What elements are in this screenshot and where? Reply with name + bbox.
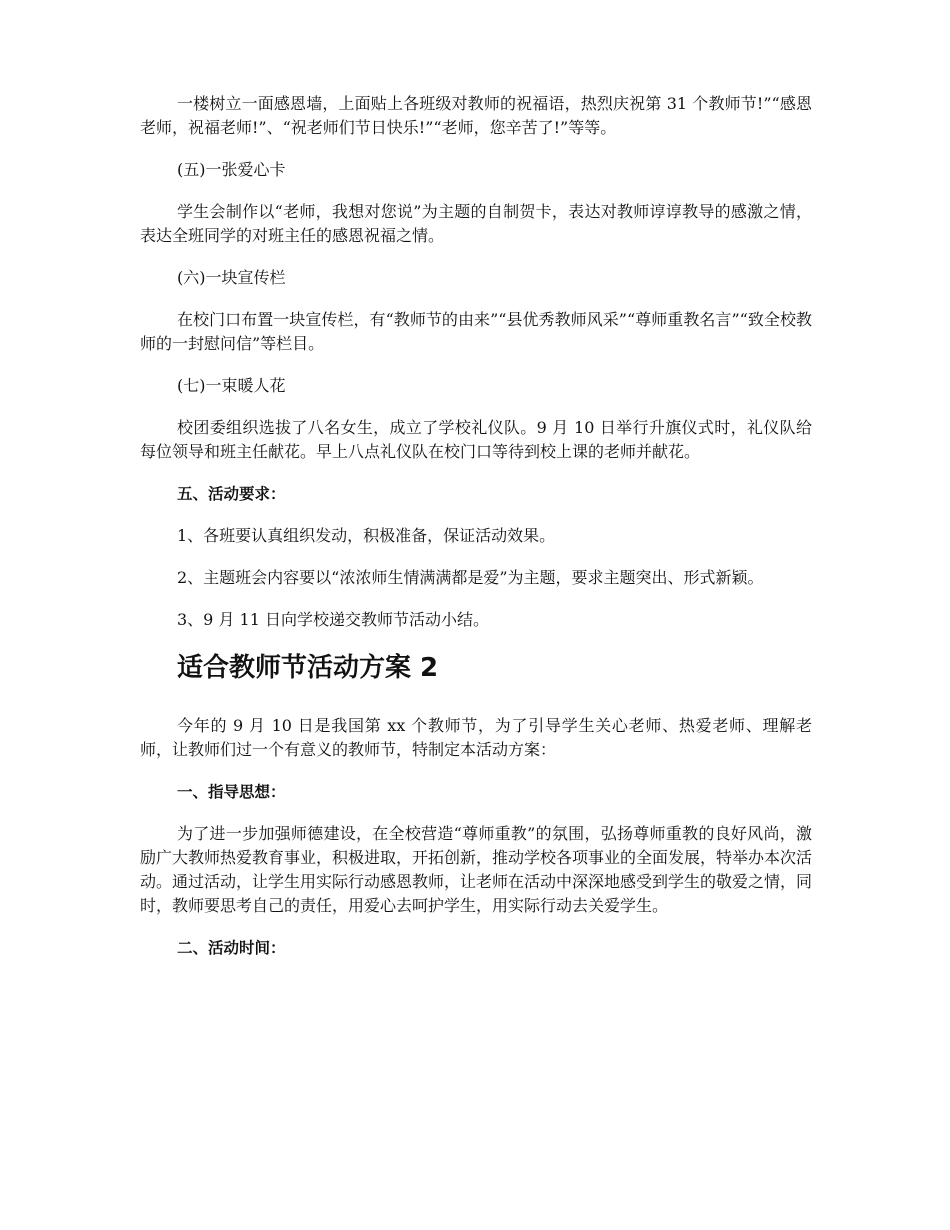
paragraph: 为了进一步加强师德建设，在全校营造“尊师重教”的氛围，弘扬尊师重教的良好风尚，激励广大教师热爱教育事业，积极进取，开拓创新，推动学校各项事业的全面发展，特举办本次活动。通过活动，让学生用实际行动感恩教师，让老师在活动中深深地感受到学生的敬爱之情，同时，教师要思考自己的责任，用爱心去呵护学生，用实际行动去关爱学生。 (140, 824, 813, 915)
paragraph: 在校门口布置一块宣传栏，有“教师节的由来”“县优秀教师风采”“尊师重教名言”“致全校教师的一封慰问信”等栏目。 (140, 310, 812, 353)
section-heading: 一、指导思想： (177, 783, 286, 801)
paragraph: 一楼树立一面感恩墙，上面贴上各班级对教师的祝福语，热烈庆祝第 31 个教师节!”“感恩老师，祝福老师!”、“祝老师们节日快乐!”“老师，您辛苦了!”等等。 (140, 94, 812, 137)
subsection-title: (七)一束暖人花 (177, 376, 286, 395)
document-title: 适合教师节活动方案 2 (177, 653, 439, 683)
paragraph: 学生会制作以“老师，我想对您说”为主题的自制贺卡，表达对教师谆谆教导的感激之情，表达全班同学的对班主任的感恩祝福之情。 (140, 202, 812, 245)
document-page (140, 92, 812, 978)
subsection-title: (六)一块宣传栏 (177, 268, 286, 287)
subsection-title: (五)一张爱心卡 (177, 160, 286, 179)
paragraph: 校团委组织选拔了八名女生，成立了学校礼仪队。9 月 10 日举行升旗仪式时，礼仪队给每位领导和班主任献花。早上八点礼仪队在校门口等待到校上课的老师并献花。 (140, 418, 812, 461)
section-heading: 二、活动时间： (177, 939, 286, 957)
list-item: 2、主题班会内容要以“浓浓师生情满满都是爱”为主题，要求主题突出、形式新颖。 (177, 568, 764, 587)
paragraph: 今年的 9 月 10 日是我国第 xx 个教师节，为了引导学生关心老师、热爱老师、理解老师，让教师们过一个有意义的教师节，特制定本活动方案： (140, 716, 812, 759)
list-item: 1、各班要认真组织发动，积极准备，保证活动效果。 (177, 526, 556, 545)
section-heading: 五、活动要求： (177, 485, 286, 503)
list-item: 3、9 月 11 日向学校递交教师节活动小结。 (177, 610, 489, 629)
